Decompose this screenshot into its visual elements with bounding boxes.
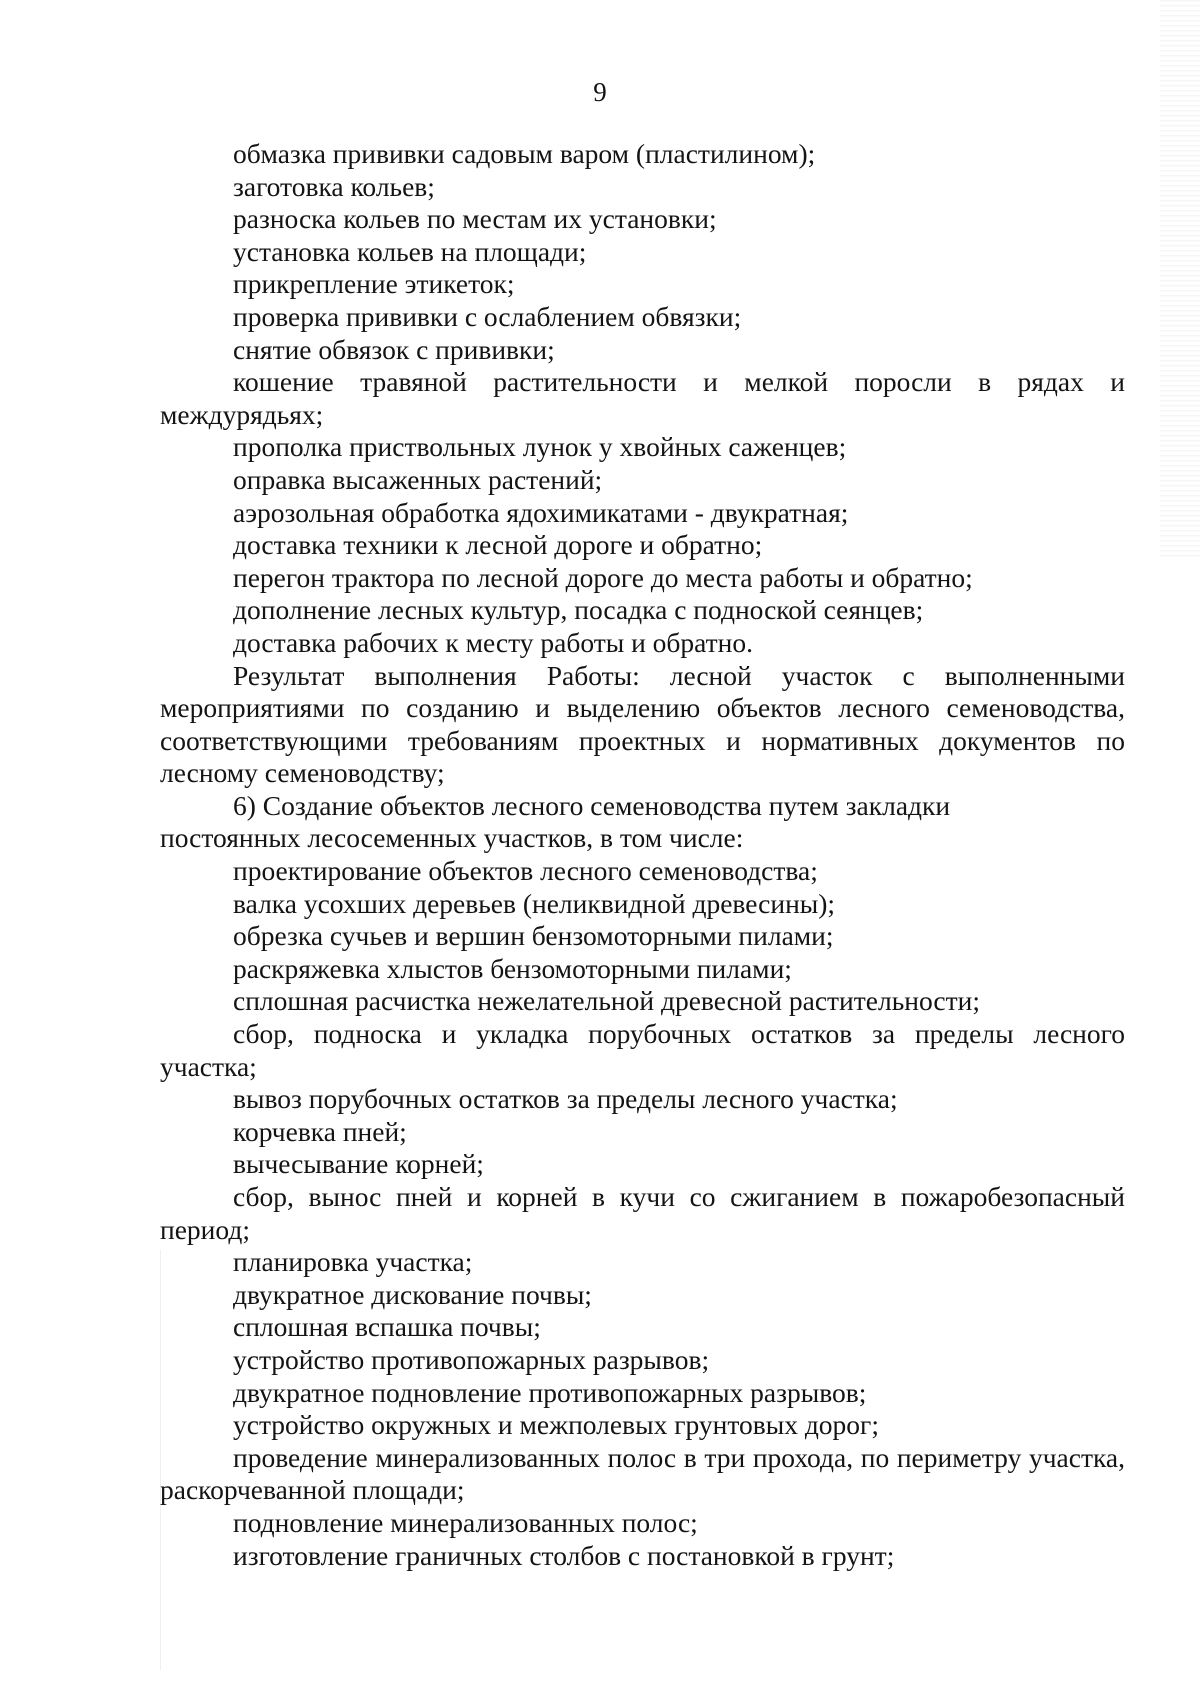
paragraph: вывоз порубочных остатков за пределы лесного участка; <box>233 1083 898 1115</box>
paragraph: двукратное дискование почвы; <box>233 1278 592 1310</box>
paragraph: раскряжевка хлыстов бензомоторными пилами; <box>233 952 792 984</box>
paragraph: дополнение лесных культур, посадка с подноской сеянцев; <box>233 594 924 626</box>
paragraph: проведение минерализованных полос в три прохода, по периметру участка, раскорчеванной площади; <box>160 1441 1125 1506</box>
paragraph: снятие обвязок с прививки; <box>233 333 555 365</box>
paragraph: устройство противопожарных разрывов; <box>233 1343 710 1375</box>
paragraph: Результат выполнения Работы: лесной участок с выполненными мероприятиями по созданию и выделению объектов лесного семеноводства, соответствующими требованиям проектных и нормативных документов по лесному семеноводству; <box>160 659 1125 789</box>
paragraph: изготовление граничных столбов с постановкой в грунт; <box>233 1539 895 1571</box>
paragraph: проектирование объектов лесного семеноводства; <box>233 855 818 887</box>
paragraph: подновление минерализованных полос; <box>233 1506 698 1538</box>
paragraph: обмазка прививки садовым варом (пластилином); <box>233 138 816 169</box>
paragraph: аэрозольная обработка ядохимикатами - двукратная; <box>233 496 849 528</box>
page-number: 9 <box>593 77 607 107</box>
paragraph: прикрепление этикеток; <box>233 268 515 300</box>
paragraph: вычесывание корней; <box>233 1148 484 1180</box>
paragraph: перегон трактора по лесной дороге до места работы и обратно; <box>233 561 973 593</box>
paragraph: оправка высаженных растений; <box>233 463 603 495</box>
paragraph: сбор, подноска и укладка порубочных остатков за пределы лесного участка; <box>160 1018 1125 1082</box>
document-body <box>160 138 1125 1572</box>
paragraph: кошение травяной растительности и мелкой поросли в рядах и междурядьях; <box>160 366 1125 430</box>
paragraph: планировка участка; <box>233 1246 473 1278</box>
paragraph: корчевка пней; <box>233 1115 407 1147</box>
paragraph: 6) Создание объектов лесного семеноводства путем закладки постоянных лесосеменных участков, в том числе: <box>160 789 951 854</box>
paragraph: валка усохших деревьев (неликвидной древесины); <box>233 887 836 919</box>
paragraph: обрезка сучьев и вершин бензомоторными пилами; <box>233 920 834 952</box>
paragraph: двукратное подновление противопожарных разрывов; <box>233 1376 867 1408</box>
paragraph: сбор, вынос пней и корней в кучи со сжиганием в пожаробезопасный период; <box>160 1181 1125 1245</box>
paragraph: проверка прививки с ослаблением обвязки; <box>233 300 742 332</box>
paragraph: доставка рабочих к месту работы и обратно. <box>233 626 754 658</box>
paragraph: заготовка кольев; <box>233 170 435 202</box>
paragraph: прополка приствольных лунок у хвойных саженцев; <box>233 431 847 463</box>
paragraph: устройство окружных и межполевых грунтовых дорог; <box>233 1409 879 1441</box>
paragraph: установка кольев на площади; <box>233 235 587 267</box>
paragraph: доставка техники к лесной дороге и обратно; <box>233 529 763 561</box>
paragraph: сплошная вспашка почвы; <box>233 1311 541 1343</box>
paragraph: разноска кольев по местам их установки; <box>233 203 717 235</box>
paragraph: сплошная расчистка нежелательной древесной растительности; <box>233 985 980 1017</box>
